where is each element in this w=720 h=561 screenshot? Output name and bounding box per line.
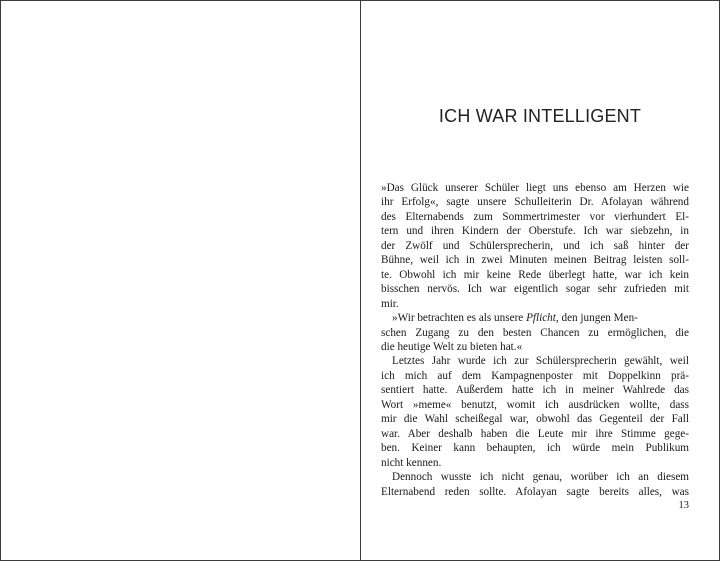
text-line: des Elternabends zum Sommertrimester vor vierhundert El- bbox=[381, 210, 689, 223]
text-line: ihr Erfolg«, sagte unsere Schulleiterin Dr. Afolayan während bbox=[381, 196, 689, 209]
text-line: te. Obwohl ich mir keine Rede überlegt hatte, war ich kein bbox=[381, 268, 689, 281]
text-line: tern und ihren Kindern der Oberstufe. Ich war siebzehn, in bbox=[381, 225, 689, 238]
text-line: Dennoch wusste ich nicht genau, worüber ich an diesem bbox=[392, 471, 689, 484]
text-line: bisschen nervös. Ich war eigentlich sogar sehr zufrieden mit bbox=[381, 283, 689, 296]
body-text bbox=[381, 181, 689, 499]
text-segment: »Wir betrachten es als unsere bbox=[392, 312, 527, 325]
text-line: »Das Glück unserer Schüler liegt uns ebenso am Herzen wie bbox=[381, 182, 689, 194]
text-line: der Zwölf und Schülersprecherin, und ich saß hinter der bbox=[381, 239, 689, 252]
text-line: schen Zugang zu den besten Chancen zu ermöglichen, die bbox=[381, 326, 689, 339]
text-line: sentiert hatte. Außerdem hatte ich in meiner Wahlrede das bbox=[381, 384, 689, 397]
right-page bbox=[361, 1, 719, 560]
text-line: Bühne, weil ich in zwei Minuten meinen Beitrag leisten soll- bbox=[381, 254, 689, 267]
text-line: Wort »meme« benutzt, womit ich ausdrücken wollte, dass bbox=[381, 398, 689, 411]
page-number: 13 bbox=[678, 500, 689, 511]
text-segment: , den jungen Men- bbox=[555, 312, 638, 325]
text-line: war. Aber deshalb haben die Leute mir ihre Stimme gege- bbox=[381, 427, 689, 440]
chapter-title: ICH WAR INTELLIGENT bbox=[438, 106, 642, 126]
text-line: nicht kennen. bbox=[381, 456, 442, 469]
text-line: mir die Wahl scheißegal war, obwohl das Gegenteil der Fall bbox=[381, 413, 689, 426]
text-line: Letztes Jahr wurde ich zur Schülersprecherin gewählt, weil bbox=[392, 355, 689, 368]
text-line-emphasis bbox=[381, 311, 689, 325]
italic-word: Pflicht bbox=[526, 312, 556, 325]
left-page-blank bbox=[1, 1, 360, 560]
text-line: ich mich auf dem Kampagnenposter mit Doppelkinn prä- bbox=[381, 369, 689, 382]
text-line: die heutige Welt zu bieten hat.« bbox=[381, 340, 523, 353]
text-line: Elternabend reden sollte. Afolayan sagte bereits alles, was bbox=[381, 485, 689, 498]
text-line: mir. bbox=[381, 297, 399, 310]
text-line: ben. Keiner kann behaupten, ich würde mein Publikum bbox=[381, 442, 689, 455]
